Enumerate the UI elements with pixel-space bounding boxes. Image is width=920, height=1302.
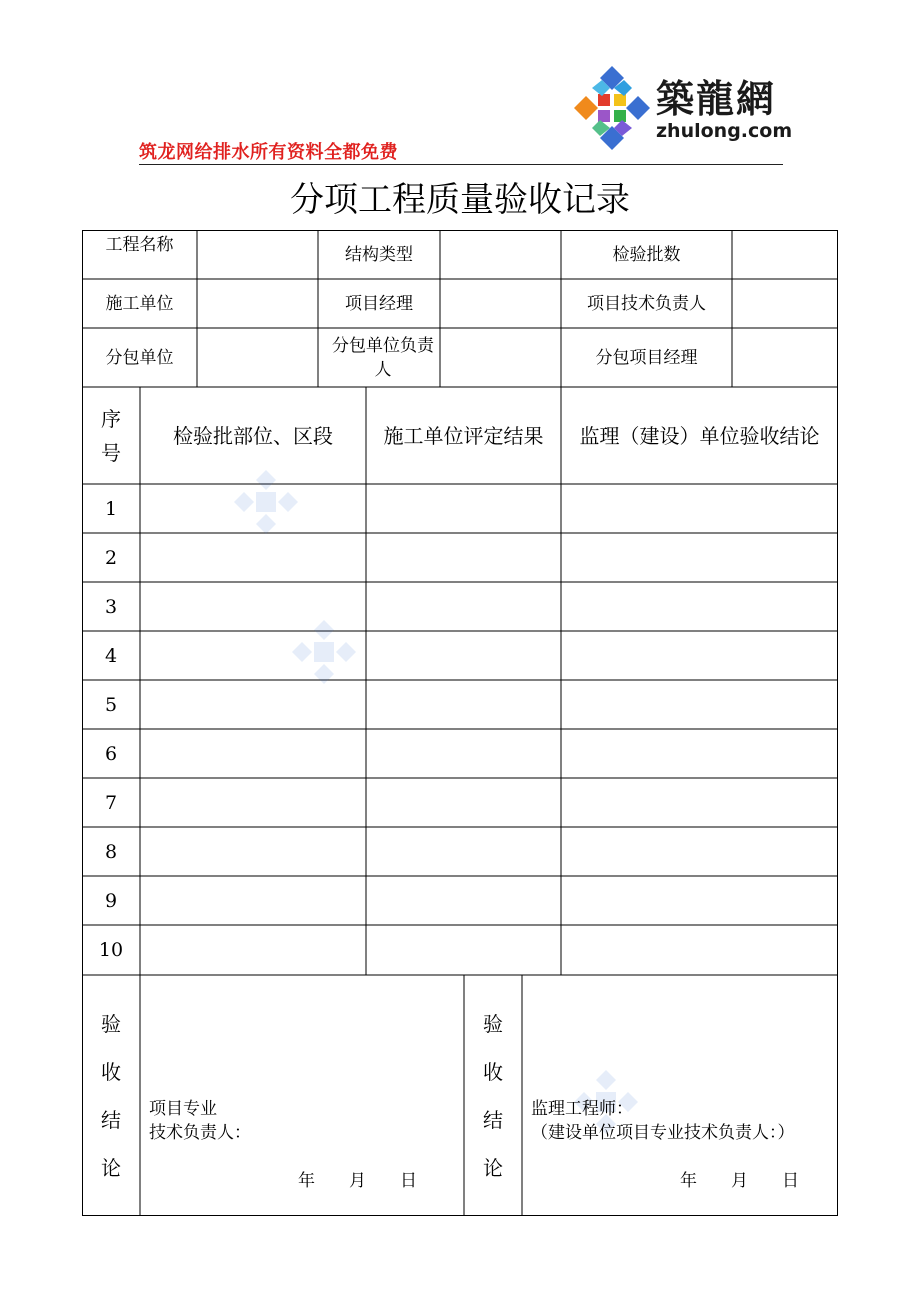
header-serial-no: 序号 [101, 406, 121, 465]
row-number: 1 [104, 497, 118, 520]
right-date: 年 月 日 [680, 1171, 799, 1191]
vertical-label-text: 验收结论 [483, 1012, 503, 1180]
header-construction-result: 施工单位评定结果 [383, 423, 544, 448]
row-number: 2 [104, 546, 118, 569]
subcontractor-field[interactable] [197, 328, 318, 387]
right-sign-line1: 监理工程师： [531, 1099, 633, 1119]
vertical-label-text: 验收结论 [101, 1012, 121, 1180]
technical-lead-label: 项目技术负责人 [587, 293, 706, 314]
project-name-field[interactable] [197, 230, 318, 279]
row-result-cell[interactable] [366, 876, 561, 925]
row-result-cell[interactable] [366, 582, 561, 631]
subcontract-manager-label: 分包项目经理 [595, 347, 698, 368]
row-number: 5 [104, 693, 118, 716]
row-number: 9 [104, 889, 118, 912]
row-number: 6 [104, 742, 118, 765]
row-conclusion-cell[interactable] [561, 533, 838, 582]
header-batch-location: 检验批部位、区段 [173, 423, 333, 448]
zhulong-logo [572, 62, 793, 154]
row-conclusion-cell[interactable] [561, 827, 838, 876]
row-number: 4 [104, 644, 118, 667]
row-result-cell[interactable] [366, 680, 561, 729]
structure-type-field[interactable] [440, 230, 561, 279]
row-result-cell[interactable] [366, 729, 561, 778]
project-manager-label: 项目经理 [345, 293, 413, 314]
row-location-cell[interactable] [140, 680, 366, 729]
header-supervision-conclusion: 监理（建设）单位验收结论 [579, 423, 820, 448]
row-number: 10 [98, 939, 124, 961]
row-conclusion-cell[interactable] [561, 729, 838, 778]
row-conclusion-cell[interactable] [561, 582, 838, 631]
page-title: 分项工程质量验收记录 [290, 180, 630, 220]
row-conclusion-cell[interactable] [561, 680, 838, 729]
inspection-form [82, 230, 838, 1216]
technical-lead-field[interactable] [732, 279, 838, 328]
construction-unit-label: 施工单位 [105, 293, 174, 314]
row-location-cell[interactable] [140, 533, 366, 582]
structure-type-label: 结构类型 [345, 244, 413, 265]
row-result-cell[interactable] [366, 484, 561, 533]
row-location-cell[interactable] [140, 484, 366, 533]
right-sign-line2: （建设单位项目专业技术负责人：） [531, 1123, 795, 1143]
left-sign-line1: 项目专业 [149, 1099, 217, 1119]
row-conclusion-cell[interactable] [561, 778, 838, 827]
row-result-cell[interactable] [366, 925, 561, 975]
row-conclusion-cell[interactable] [561, 631, 838, 680]
zhulong-logo-mark-icon [572, 62, 652, 154]
logo-english-text: zhulong.com [656, 120, 793, 142]
construction-unit-field[interactable] [197, 279, 318, 328]
batch-count-label: 检验批数 [612, 244, 681, 265]
row-conclusion-cell[interactable] [561, 484, 838, 533]
row-location-cell[interactable] [140, 631, 366, 680]
row-location-cell[interactable] [140, 925, 366, 975]
project-manager-field[interactable] [440, 279, 561, 328]
row-result-cell[interactable] [366, 827, 561, 876]
subcontract-manager-field[interactable] [732, 328, 838, 387]
row-result-cell[interactable] [366, 778, 561, 827]
row-location-cell[interactable] [140, 827, 366, 876]
header-rule [139, 164, 783, 165]
row-number: 7 [104, 791, 118, 814]
row-location-cell[interactable] [140, 778, 366, 827]
project-name-label: 工程名称 [105, 235, 174, 255]
acceptance-right-label [478, 1000, 508, 1192]
batch-count-field[interactable] [732, 230, 838, 279]
left-sign-line2: 技术负责人： [149, 1123, 251, 1143]
acceptance-left-label [96, 1000, 126, 1192]
row-result-cell[interactable] [366, 533, 561, 582]
row-location-cell[interactable] [140, 876, 366, 925]
logo-chinese-text: 築龍網 [656, 77, 777, 121]
subcontractor-lead-field[interactable] [440, 328, 561, 387]
row-location-cell[interactable] [140, 582, 366, 631]
left-date: 年 月 日 [298, 1171, 417, 1191]
row-conclusion-cell[interactable] [561, 876, 838, 925]
subcontractor-label: 分包单位 [105, 347, 174, 368]
row-number: 3 [104, 595, 118, 618]
row-number: 8 [104, 840, 118, 863]
row-result-cell[interactable] [366, 631, 561, 680]
subcontractor-lead-label: 分包单位负责人 [332, 335, 434, 380]
row-conclusion-cell[interactable] [561, 925, 838, 975]
promo-text: 筑龙网给排水所有资料全都免费 [139, 142, 398, 163]
row-location-cell[interactable] [140, 729, 366, 778]
